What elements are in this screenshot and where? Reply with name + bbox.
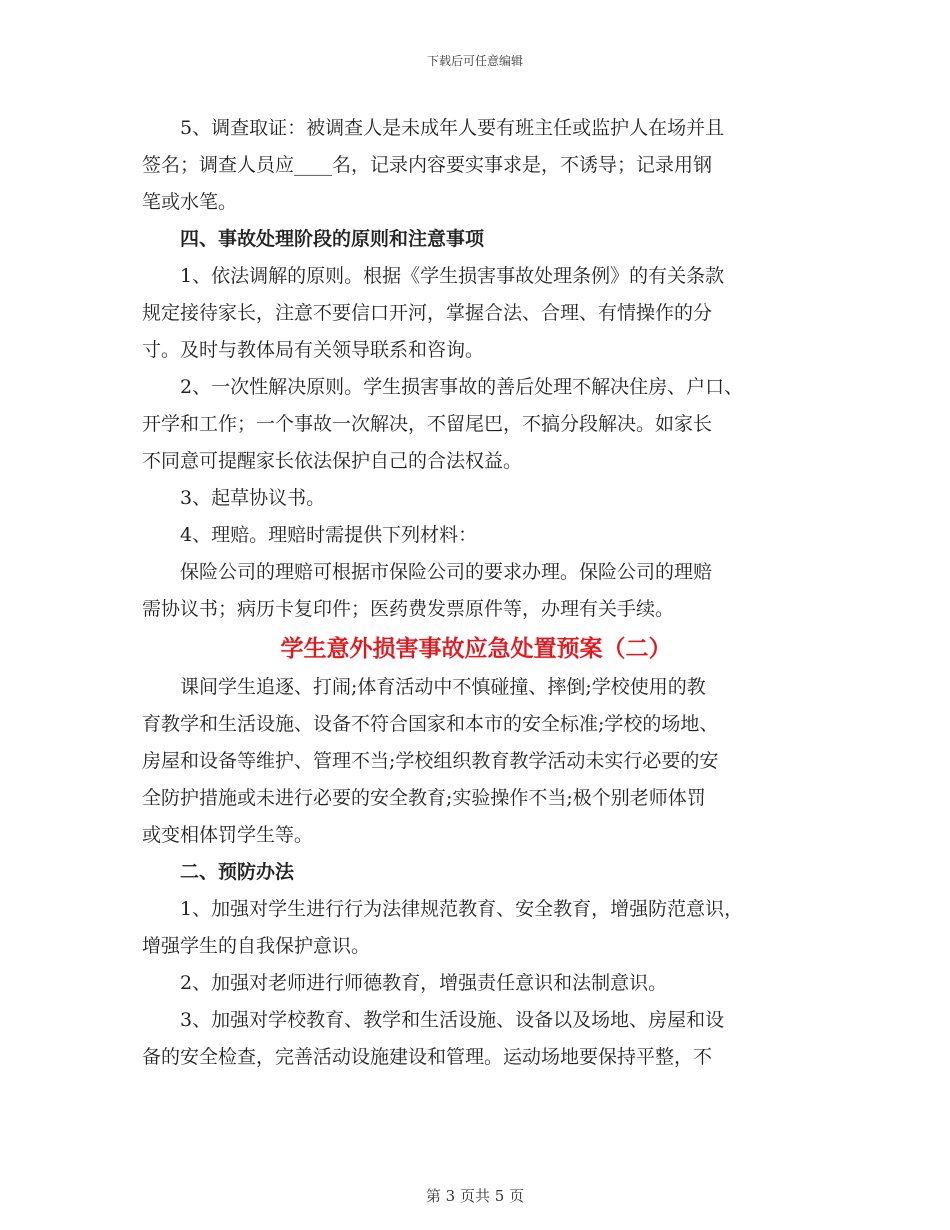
text-line: 2、一次性解决原则。学生损害事故的善后处理不解决住房、户口、 xyxy=(180,376,744,398)
text-line: 房屋和设备等维护、管理不当;学校组织教育教学活动未实行必要的安 xyxy=(142,750,719,772)
section-title: 学生意外损害事故应急处置预案（二） xyxy=(280,635,672,662)
text-line: 或变相体罚学生等。 xyxy=(142,824,314,846)
page-header: 下载后可任意编辑 xyxy=(426,54,523,68)
text-line: 签名；调查人员应____名，记录内容要实事求是，不诱导；记录用钢 xyxy=(142,154,713,176)
text-line: 二、预防办法 xyxy=(180,861,295,883)
text-line: 3、起草协议书。 xyxy=(180,487,326,509)
text-line: 开学和工作；一个事故一次解决，不留尾巴，不搞分段解决。如家长 xyxy=(142,413,713,435)
text-line: 全防护措施或未进行必要的安全教育;实验操作不当;极个别老师体罚 xyxy=(142,787,706,809)
text-line: 4、理赔。理赔时需提供下列材料： xyxy=(180,524,478,546)
text-line: 备的安全检查，完善活动设施建设和管理。运动场地要保持平整，不 xyxy=(142,1046,713,1068)
document-body xyxy=(142,110,810,1076)
text-line: 保险公司的理赔可根据市保险公司的要求办理。保险公司的理赔 xyxy=(180,561,713,583)
text-line: 3、加强对学校教育、教学和生活设施、设备以及场地、房屋和设 xyxy=(180,1009,725,1031)
text-line: 增强学生的自我保护意识。 xyxy=(142,935,371,957)
text-line: 四、事故处理阶段的原则和注意事项 xyxy=(180,228,485,250)
text-line: 1、依法调解的原则。根据《学生损害事故处理条例》的有关条款 xyxy=(180,265,725,287)
text-line: 需协议书；病历卡复印件；医药费发票原件等，办理有关手续。 xyxy=(142,598,675,620)
text-line: 2、加强对老师进行师德教育，增强责任意识和法制意识。 xyxy=(180,972,668,994)
text-line: 5、调查取证：被调查人是未成年人要有班主任或监护人在场并且 xyxy=(180,117,725,139)
text-line: 育教学和生活设施、设备不符合国家和本市的安全标准;学校的场地、 xyxy=(142,713,719,735)
text-line: 不同意可提醒家长依法保护自己的合法权益。 xyxy=(142,450,523,472)
text-line: 课间学生追逐、打闹;体育活动中不慎碰撞、摔倒;学校使用的教 xyxy=(180,676,706,698)
text-line: 寸。及时与教体局有关领导联系和咨询。 xyxy=(142,339,485,361)
page-footer: 第 3 页共 5 页 xyxy=(425,1187,525,1205)
text-line: 笔或水笔。 xyxy=(142,191,238,213)
text-line: 1、加强对学生进行行为法律规范教育、安全教育，增强防范意识， xyxy=(180,898,744,920)
text-line: 规定接待家长，注意不要信口开河，掌握合法、合理、有情操作的分 xyxy=(142,302,713,324)
